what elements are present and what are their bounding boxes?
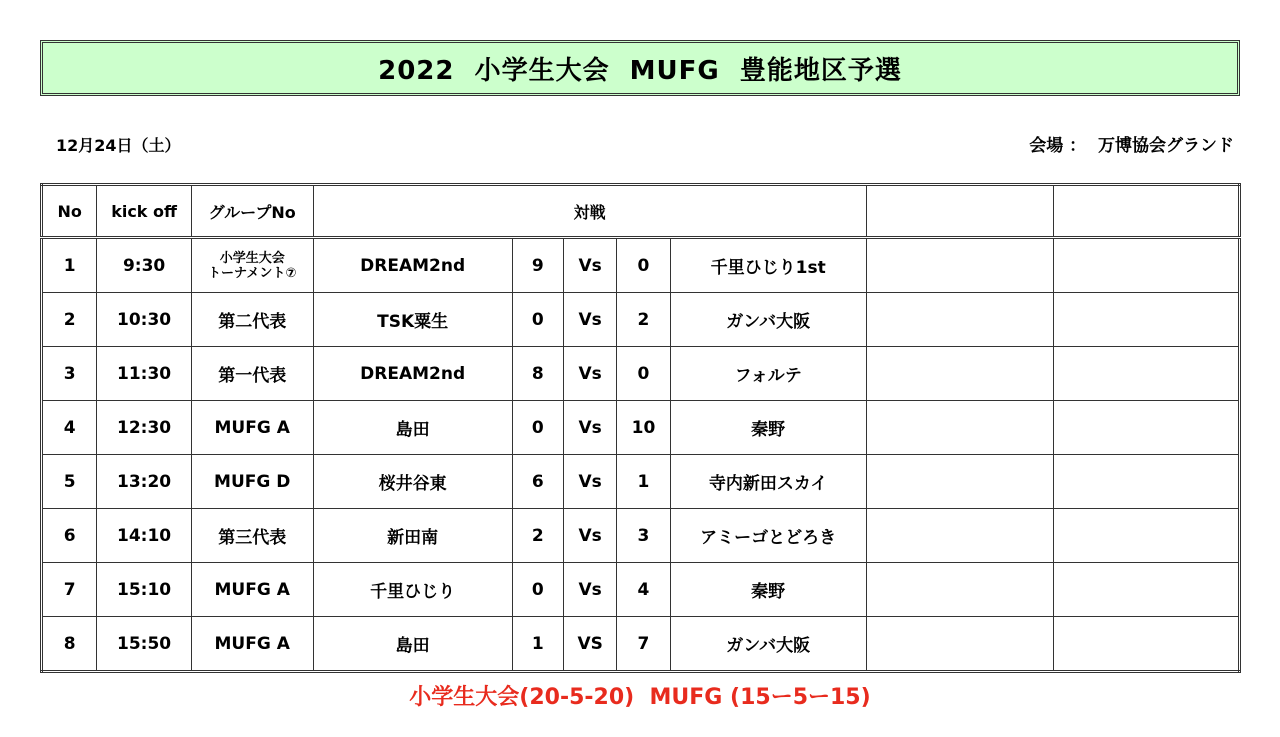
venue-label: 会場 ： 万博協会グランド (1029, 136, 1234, 156)
away-score: 3 (617, 509, 670, 563)
kickoff-time: 11:30 (97, 347, 192, 401)
away-score: 1 (617, 455, 670, 509)
empty-cell (866, 617, 1053, 672)
empty-cell (1053, 238, 1239, 293)
group-no: MUFG D (191, 455, 313, 509)
away-score: 2 (617, 293, 670, 347)
group-no: MUFG A (191, 563, 313, 617)
empty-cell (1053, 455, 1239, 509)
page-title: 2022 小学生大会 MUFG 豊能地区予選 (40, 40, 1240, 96)
away-team: ガンバ大阪 (670, 617, 866, 672)
empty-cell (866, 563, 1053, 617)
table-row (42, 401, 1240, 455)
home-score: 0 (512, 293, 563, 347)
group-no: 第二代表 (191, 293, 313, 347)
header-group: グループNo (191, 185, 313, 238)
match-no: 8 (42, 617, 97, 672)
away-team: アミーゴとどろき (670, 509, 866, 563)
group-no: MUFG A (191, 401, 313, 455)
empty-cell (866, 401, 1053, 455)
home-team: 桜井谷東 (313, 455, 512, 509)
home-score: 8 (512, 347, 563, 401)
vs-label: Vs (564, 563, 617, 617)
away-team: フォルテ (670, 347, 866, 401)
match-no: 2 (42, 293, 97, 347)
home-team: 千里ひじり (313, 563, 512, 617)
away-score: 4 (617, 563, 670, 617)
kickoff-time: 15:10 (97, 563, 192, 617)
empty-cell (866, 455, 1053, 509)
match-no: 3 (42, 347, 97, 401)
home-score: 0 (512, 563, 563, 617)
vs-label: Vs (564, 401, 617, 455)
away-team: 秦野 (670, 563, 866, 617)
home-score: 1 (512, 617, 563, 672)
format-note: 小学生大会(20-5-20) MUFG (15ー5ー15) (409, 685, 871, 710)
vs-label: Vs (564, 509, 617, 563)
empty-cell (1053, 293, 1239, 347)
table-row (42, 617, 1240, 672)
home-team: 島田 (313, 617, 512, 672)
group-no: 第三代表 (191, 509, 313, 563)
empty-cell (1053, 401, 1239, 455)
empty-cell (866, 509, 1053, 563)
table-row (42, 347, 1240, 401)
table-header-row (42, 185, 1240, 238)
vs-label: VS (564, 617, 617, 672)
away-team: ガンバ大阪 (670, 293, 866, 347)
empty-cell (1053, 563, 1239, 617)
away-score: 0 (617, 347, 670, 401)
header-match: 対戦 (313, 185, 866, 238)
home-team: 島田 (313, 401, 512, 455)
away-score: 10 (617, 401, 670, 455)
table-row (42, 238, 1240, 293)
vs-label: Vs (564, 238, 617, 293)
vs-label: Vs (564, 455, 617, 509)
match-no: 5 (42, 455, 97, 509)
empty-cell (1053, 509, 1239, 563)
away-score: 0 (617, 238, 670, 293)
header-no: No (42, 185, 97, 238)
table-row (42, 563, 1240, 617)
home-score: 9 (512, 238, 563, 293)
empty-cell (1053, 617, 1239, 672)
match-no: 1 (42, 238, 97, 293)
kickoff-time: 9:30 (97, 238, 192, 293)
empty-cell (1053, 347, 1239, 401)
table-row (42, 293, 1240, 347)
empty-cell (866, 238, 1053, 293)
home-team: TSK粟生 (313, 293, 512, 347)
match-no: 4 (42, 401, 97, 455)
header-extra-2 (1053, 185, 1239, 238)
home-score: 6 (512, 455, 563, 509)
kickoff-time: 12:30 (97, 401, 192, 455)
match-no: 6 (42, 509, 97, 563)
home-team: DREAM2nd (313, 347, 512, 401)
home-score: 2 (512, 509, 563, 563)
schedule-table (40, 183, 1241, 673)
away-team: 秦野 (670, 401, 866, 455)
away-team: 千里ひじり1st (670, 238, 866, 293)
header-extra-1 (866, 185, 1053, 238)
vs-label: Vs (564, 347, 617, 401)
table-row (42, 455, 1240, 509)
kickoff-time: 10:30 (97, 293, 192, 347)
table-row (42, 509, 1240, 563)
empty-cell (866, 347, 1053, 401)
vs-label: Vs (564, 293, 617, 347)
group-no: MUFG A (191, 617, 313, 672)
group-no: 小学生大会 トーナメント⑦ (191, 238, 313, 293)
match-date: 12月24日（土） (56, 136, 181, 155)
empty-cell (866, 293, 1053, 347)
kickoff-time: 15:50 (97, 617, 192, 672)
match-no: 7 (42, 563, 97, 617)
header-kickoff: kick off (97, 185, 192, 238)
home-team: 新田南 (313, 509, 512, 563)
home-team: DREAM2nd (313, 238, 512, 293)
away-score: 7 (617, 617, 670, 672)
group-no: 第一代表 (191, 347, 313, 401)
kickoff-time: 14:10 (97, 509, 192, 563)
kickoff-time: 13:20 (97, 455, 192, 509)
away-team: 寺内新田スカイ (670, 455, 866, 509)
home-score: 0 (512, 401, 563, 455)
